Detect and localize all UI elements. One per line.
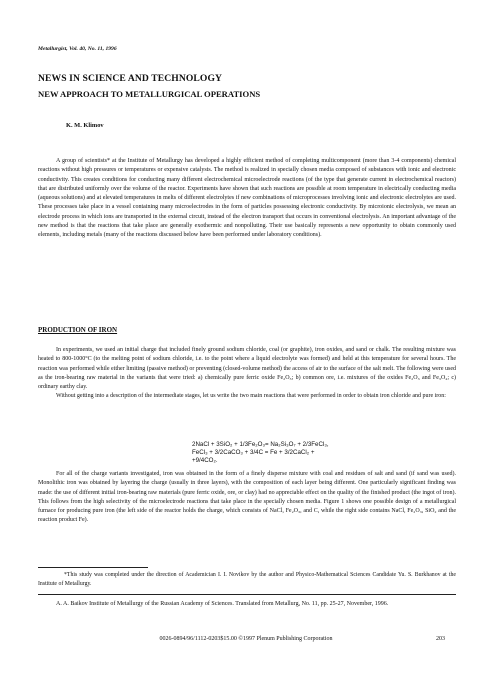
production-of-iron-heading — [38, 326, 117, 334]
body-paragraph-1: In experiments, we used an initial charge that included finely ground sodium chloride, coal (or graphite), iron oxides, and sand or chalk. The resulting mixture was heated to 800-1000°C (to the melting point of sodium chloride, i.e. to the point where a liquid electrolyte was formed) and held at this temperature for several hours. The reaction was performed while either limiting (passive method) or preventing (closed-volume method) the access of air to the surface of the salt melt. The following were used as the iron-bearing raw material in the variants that were tried: a) chemically pure ferric oxide Fe₂O₃; b) common ore, i.e. mixtures of the oxides Fe₂O₃ and Fe₃O₄; c) ordinary earthy clay. — [38, 347, 456, 391]
author-name: K. M. Klimov — [66, 122, 104, 129]
journal-citation: Metallurgist, Vol. 40, No. 11, 1996 — [38, 46, 117, 52]
body-paragraph-2: Without getting into a description of the intermediate stages, let us write the two main reactions that were performed in order to obtain iron chloride and pure iron: — [56, 393, 446, 400]
body-text-upper — [38, 346, 456, 402]
affiliation-text: A. A. Baikov Institute of Metallurgy of the Russian Academy of Sciences. Translated from Metallurg, No. 11, pp. 25-27, November, 1996. — [56, 601, 389, 607]
body-paragraph-3: For all of the charge variants investigated, iron was obtained in the form of a finely disperse mixture with coal and residues of salt and sand (if sand was used). Monolithic iron was obtained by layering the charge (usually in three layers), with the composition of each layer being different. One particularly significant finding was made: the use of different initial iron-bearing raw materials (pure ferric oxide, ore, or clay) had no appreciable effect on the quality of the finished product (the ingot of iron). This follows from the high selectivity of the microelectrode reactions that take place in the specially chosen media. Figure 1 shows one possible design of a metallurgical furnace for producing pure iron (the left side of the reactor holds the charge, which consists of NaCl, Fe₂O₃, and C, while the right side contains NaCl, Fe₂O₃, SiO₂ and the reaction product Fe). — [38, 471, 456, 524]
equation-1: 2NaCl + 3SiO₂ + 1/3Fe₂O₃= Na₂Si₃O₇ + 2/3FeCl₃, — [192, 441, 329, 448]
article-title: NEW APPROACH TO METALLURGICAL OPERATIONS — [38, 89, 261, 99]
page-number: 203 — [436, 636, 445, 642]
issn-line: 0026-0894/96/1112-0203$15.00 ©1997 Plenum Publishing Corporation — [159, 636, 333, 642]
body-text-lower — [38, 470, 456, 526]
affiliation-block — [38, 600, 456, 609]
affiliation-divider — [38, 594, 456, 595]
equation-3: +9/4CO₂. — [192, 457, 218, 465]
footnote-divider — [38, 567, 148, 568]
section-heading: NEWS IN SCIENCE AND TECHNOLOGY — [38, 73, 223, 84]
abstract-block — [38, 157, 456, 241]
equation-2: FeCl₃ + 3/2CaCO₃ + 3/4C = Fe + 3/2CaCl₂ + — [192, 449, 315, 457]
footnote-block — [38, 571, 456, 589]
reaction-equations — [192, 441, 329, 466]
footnote-text: *This study was completed under the direction of Academician I. I. Novikov by the author and Physico-Mathematical Sciences Candidate Yu. S. Burkhanov at the Institute of Metallurgy. — [38, 572, 456, 587]
abstract-paragraph: A group of scientists* at the Institute of Metallurgy has developed a highly efficient method of completing multicomponent (more than 3-4 components) chemical reactions without high pressures or temperatures or expensive catalysts. The method is realized in specially chosen media composed of substances with ionic and electronic conductivity. This creates conditions for conducting many different electrochemical microelectrode reactions (of the type that generate current in electrochemical reactors) that are distributed uniformly over the volume of the reactor. Experiments have shown that such reactions are possible at room temperature in electrically conducting media (aqueous solutions) and at elevated temperatures in melts of different electrolytes if new combinations of microprocesses involving ionic and electronic electrolytes are used. These processes take place in a vessel containing many microelectrodes in the form of particles possessing electronic conductivity. By microionic electrolysis, we mean an electrode process in which ions are transported in the external circuit, instead of the electron transport that occurs in conventional electrolysis. An important advantage of the new method is that the reactions that take place are generally exothermic and nonpolluting. Their use basically represents a new opportunity to obtain commonly used elements, including metals (many of the reactions discussed below have been performed under laboratory conditions). — [38, 158, 456, 239]
production-of-iron-title: PRODUCTION OF IRON — [38, 326, 118, 334]
